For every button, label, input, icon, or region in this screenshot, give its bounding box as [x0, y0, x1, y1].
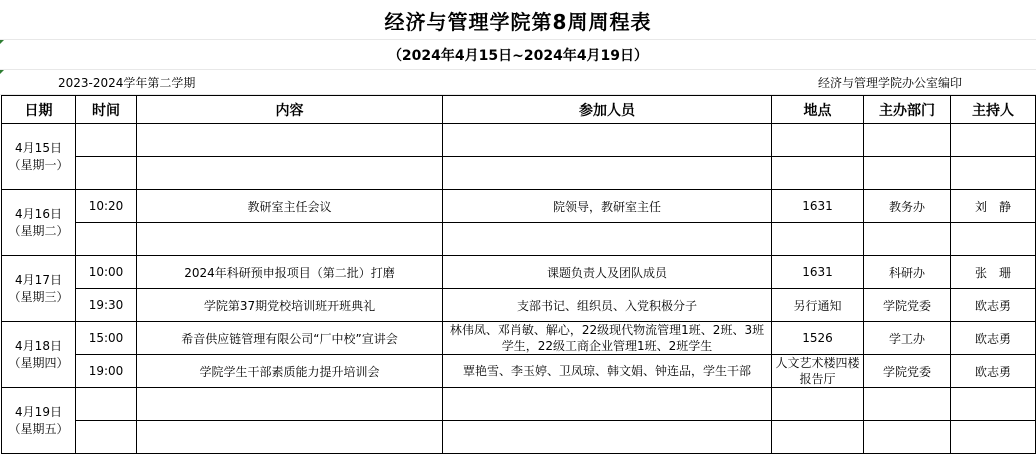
- location-cell: [772, 388, 864, 421]
- location-cell: 1631: [772, 190, 864, 223]
- host-cell: [951, 421, 1036, 454]
- attendees-cell: [443, 223, 772, 256]
- attendees-cell: 院领导，教研室主任: [443, 190, 772, 223]
- content-cell: [137, 124, 443, 157]
- weekday-text: （星期三）: [8, 289, 69, 304]
- attendees-cell: 林伟凤、邓肖敏、解心，22级现代物流管理1班、2班、3班学生，22级工商企业管理1班、2班学生: [443, 322, 772, 355]
- content-cell: 教研室主任会议: [137, 190, 443, 223]
- department-cell: [864, 421, 951, 454]
- department-cell: [864, 223, 951, 256]
- date-text: 4月17日: [15, 272, 62, 287]
- host-cell: 欧志勇: [951, 355, 1036, 388]
- host-cell: [951, 124, 1036, 157]
- content-cell: 学院学生干部素质能力提升培训会: [137, 355, 443, 388]
- header-host: 主持人: [951, 96, 1036, 124]
- table-row: [2, 190, 1036, 223]
- time-cell: [76, 223, 137, 256]
- department-cell: [864, 388, 951, 421]
- time-cell: [76, 421, 137, 454]
- attendees-cell: 支部书记、组织员、入党积极分子: [443, 289, 772, 322]
- date-cell: [2, 256, 76, 322]
- host-cell: [951, 388, 1036, 421]
- editor-label: 经济与管理学院办公室编印: [818, 76, 963, 90]
- table-row: [2, 388, 1036, 421]
- host-cell: 欧志勇: [951, 322, 1036, 355]
- location-cell: 另行通知: [772, 289, 864, 322]
- content-cell: 2024年科研预申报项目（第二批）打磨: [137, 256, 443, 289]
- attendees-cell: 覃艳雪、李玉婷、卫凤琼、韩文娟、钟连品，学生干部: [443, 355, 772, 388]
- header-row: [2, 96, 1036, 124]
- content-cell: 学院第37期党校培训班开班典礼: [137, 289, 443, 322]
- header-content: 内容: [137, 96, 443, 124]
- content-cell: [137, 157, 443, 190]
- department-cell: [864, 157, 951, 190]
- time-cell: [76, 157, 137, 190]
- time-cell: 10:20: [76, 190, 137, 223]
- attendees-cell: [443, 421, 772, 454]
- department-cell: 学院党委: [864, 289, 951, 322]
- table-row: [2, 322, 1036, 355]
- location-cell: 1631: [772, 256, 864, 289]
- header-department: 主办部门: [864, 96, 951, 124]
- department-cell: 学院党委: [864, 355, 951, 388]
- content-cell: [137, 223, 443, 256]
- location-cell: [772, 421, 864, 454]
- header-location: 地点: [772, 96, 864, 124]
- time-cell: 15:00: [76, 322, 137, 355]
- date-text: 4月19日: [15, 404, 62, 419]
- date-cell: [2, 190, 76, 256]
- department-cell: 科研办: [864, 256, 951, 289]
- header-time: 时间: [76, 96, 137, 124]
- semester-label: 2023-2024学年第二学期: [58, 76, 196, 90]
- date-cell: [2, 124, 76, 190]
- content-cell: [137, 388, 443, 421]
- cell-comment-marker: [0, 70, 4, 74]
- weekday-text: （星期二）: [8, 223, 69, 238]
- date-text: 4月15日: [15, 140, 62, 155]
- table-row: [2, 124, 1036, 157]
- date-text: 4月18日: [15, 338, 62, 353]
- department-cell: 教务办: [864, 190, 951, 223]
- host-cell: 张 珊: [951, 256, 1036, 289]
- time-cell: [76, 388, 137, 421]
- time-cell: 19:30: [76, 289, 137, 322]
- date-range: （2024年4月15日~2024年4月19日）: [387, 48, 649, 64]
- location-cell: [772, 223, 864, 256]
- department-cell: [864, 124, 951, 157]
- location-cell: 1526: [772, 322, 864, 355]
- attendees-cell: [443, 157, 772, 190]
- table-row: [2, 289, 1036, 322]
- attendees-cell: [443, 124, 772, 157]
- weekday-text: （星期五）: [8, 421, 69, 436]
- time-cell: 19:00: [76, 355, 137, 388]
- time-cell: [76, 124, 137, 157]
- date-text: 4月16日: [15, 206, 62, 221]
- host-cell: [951, 157, 1036, 190]
- table-row: [2, 421, 1036, 454]
- host-cell: 刘 静: [951, 190, 1036, 223]
- weekday-text: （星期四）: [8, 355, 69, 370]
- schedule-title: 经济与管理学院第8周周程表: [384, 9, 652, 34]
- date-cell: [2, 388, 76, 454]
- department-cell: 学工办: [864, 322, 951, 355]
- weekday-text: （星期一）: [8, 157, 69, 172]
- content-cell: [137, 421, 443, 454]
- time-cell: 10:00: [76, 256, 137, 289]
- table-row: [2, 355, 1036, 388]
- date-cell: [2, 322, 76, 388]
- table-row: [2, 256, 1036, 289]
- table-row: [2, 157, 1036, 190]
- header-date: 日期: [2, 96, 76, 124]
- attendees-cell: 课题负责人及团队成员: [443, 256, 772, 289]
- location-cell: 人文艺术楼四楼报告厅: [772, 355, 864, 388]
- location-cell: [772, 157, 864, 190]
- content-cell: 希音供应链管理有限公司“厂中校”宣讲会: [137, 322, 443, 355]
- host-cell: [951, 223, 1036, 256]
- attendees-cell: [443, 388, 772, 421]
- host-cell: 欧志勇: [951, 289, 1036, 322]
- table-row: [2, 223, 1036, 256]
- header-attendees: 参加人员: [443, 96, 772, 124]
- location-cell: [772, 124, 864, 157]
- schedule-table: [1, 95, 1036, 454]
